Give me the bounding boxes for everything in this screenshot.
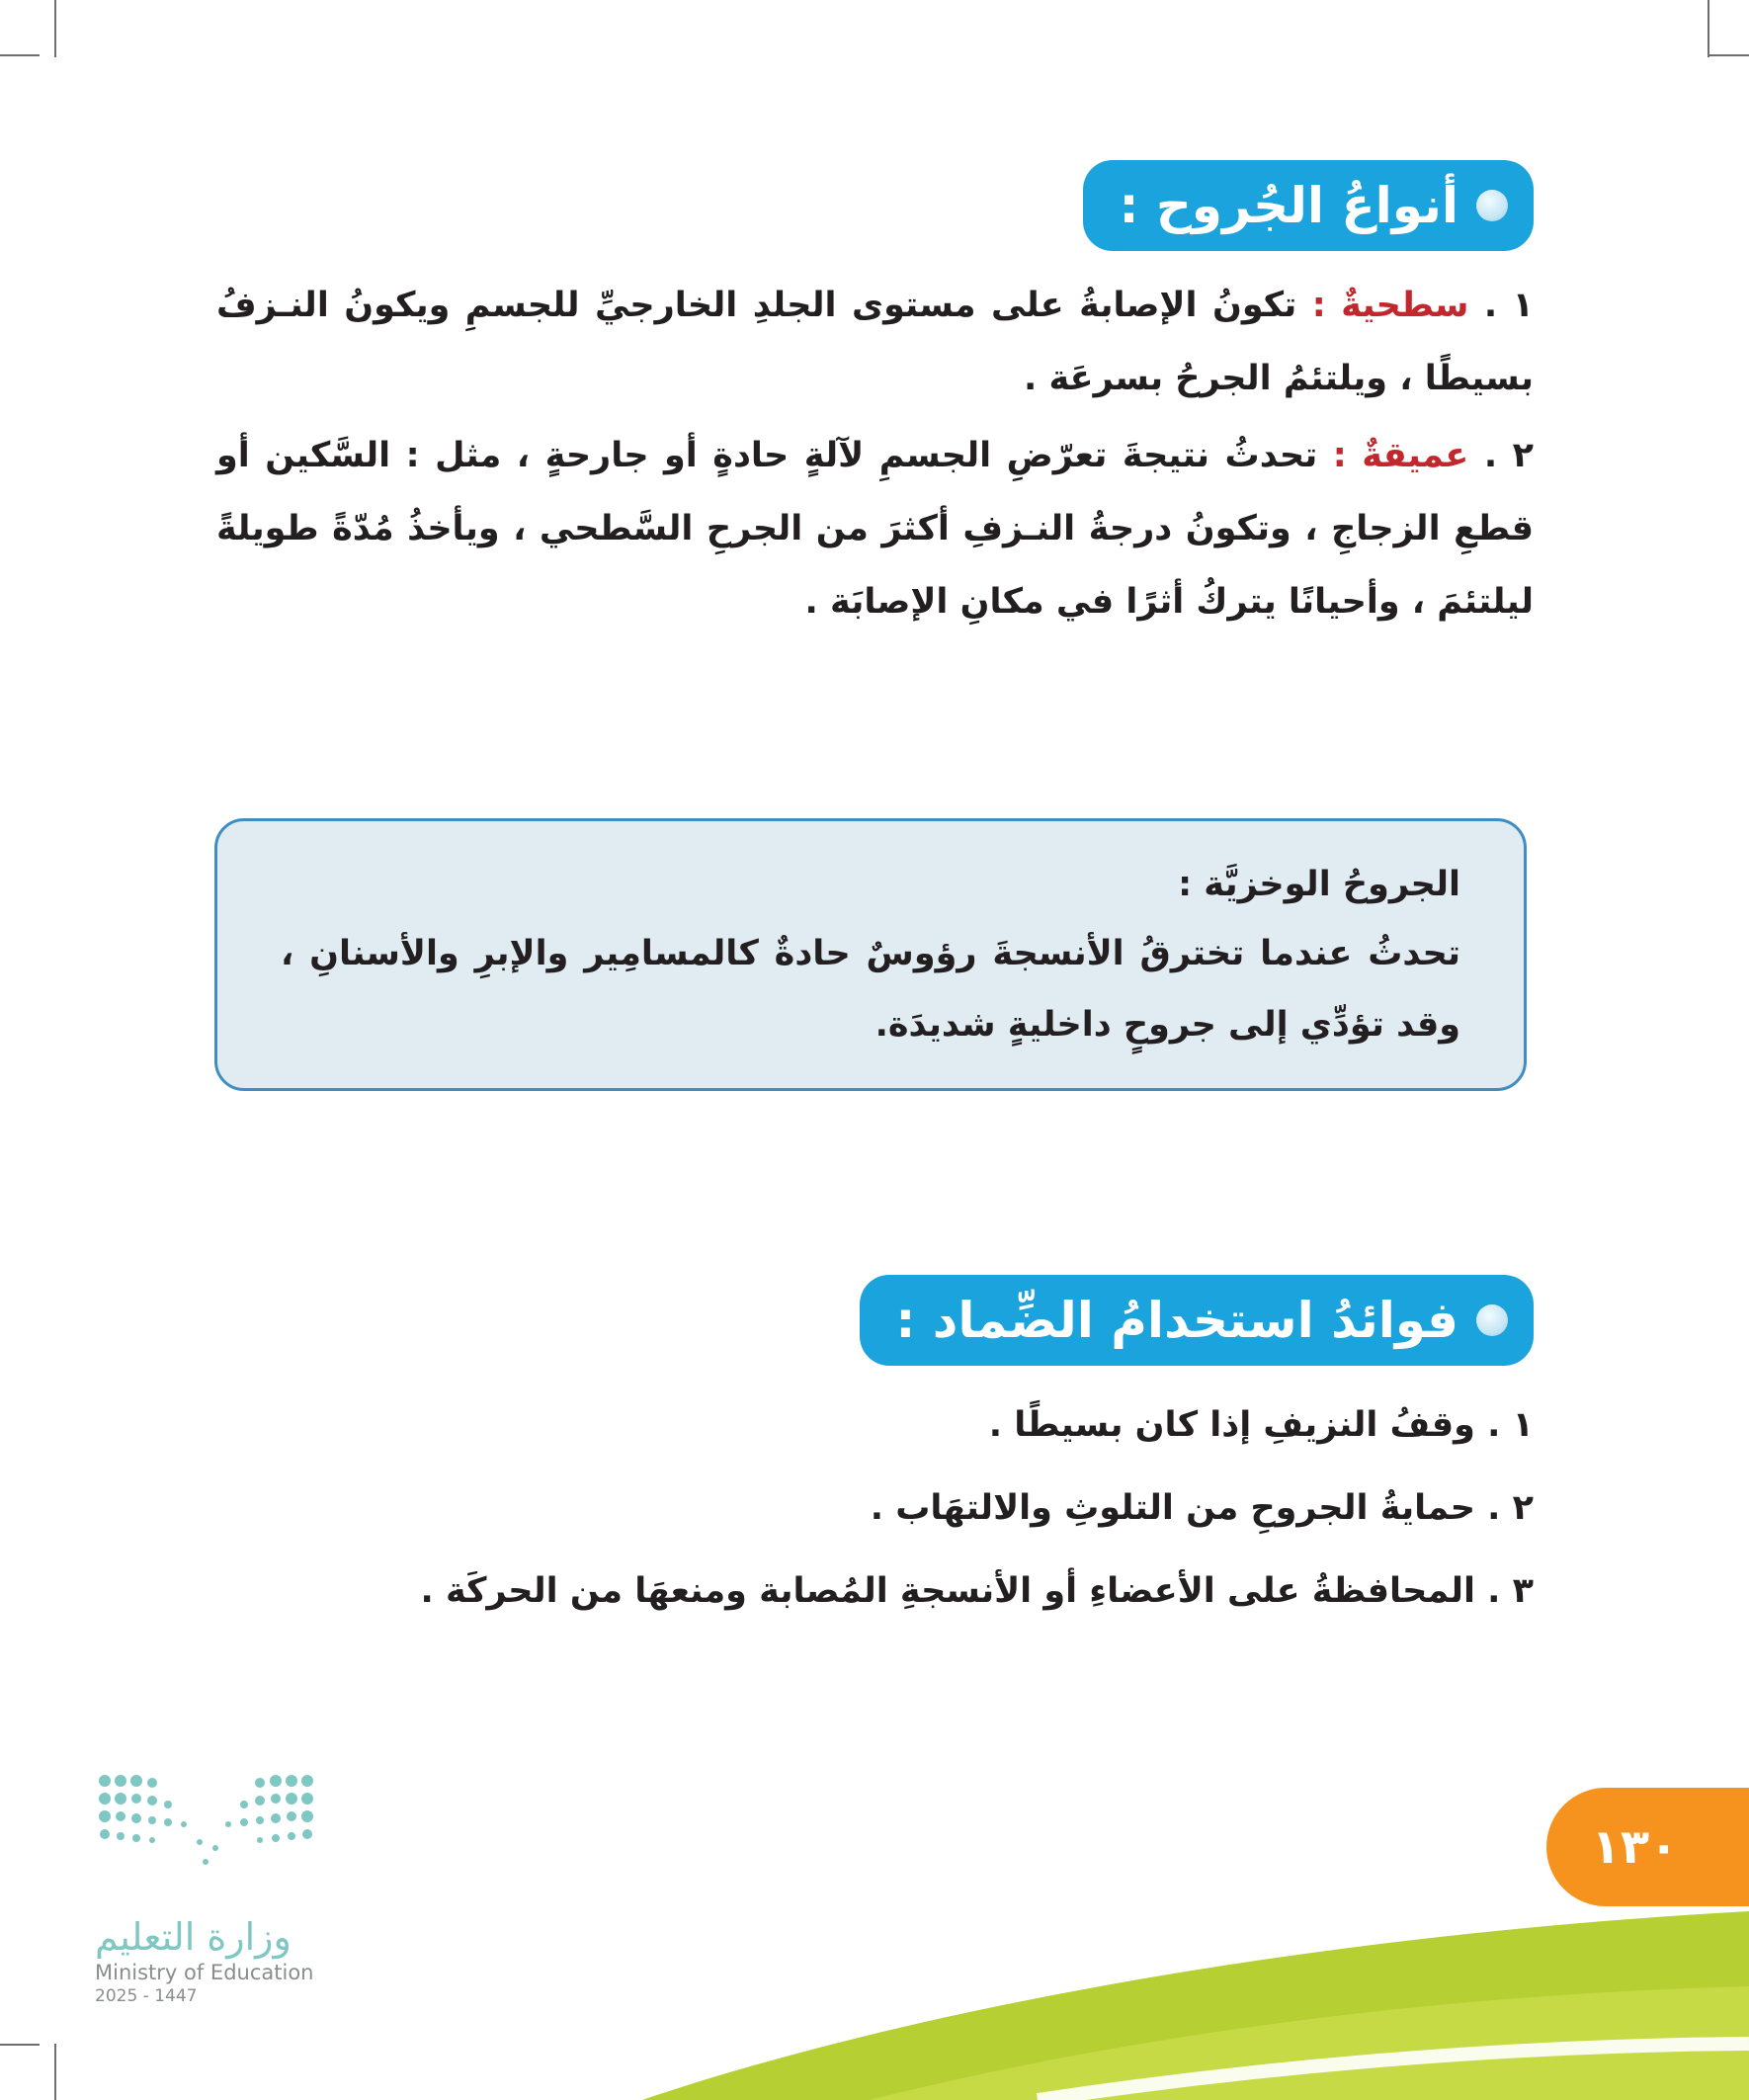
item-text: المحافظةُ على الأعضاءِ أو الأنسجةِ المُصابة ومنعهَا من الحركَة . (420, 1571, 1475, 1611)
list-item (216, 1467, 1534, 1550)
page-number: ١٣٠ (1591, 1819, 1679, 1875)
section-title: أنواعُ الجُروح : (1119, 177, 1458, 234)
ministry-name-english: Ministry of Education (95, 1961, 314, 1984)
item-text: تحدثُ نتيجةَ تعرّضِ الجسمِ لآلةٍ حادةٍ أو جارحةٍ ، مثل : السَّكين أو قطعِ الزجاجِ ، وتكونُ درجةُ النـزفِ أكثرَ من الجرحِ السَّطحي ، ويأخذُ مُدّةً طويلةً ليلتئمَ ، وأحيانًا يتركُ أثرًا في مكانِ الإصابَة . (216, 436, 1534, 622)
section-title: فوائدُ استخدامُ الضِّماد : (895, 1292, 1458, 1349)
list-item (216, 269, 1534, 415)
item-term: سطحيةٌ : (1311, 286, 1469, 325)
bullet-dot-icon (1476, 190, 1508, 221)
ministry-year: 2025 - 1447 (95, 1986, 198, 2006)
crop-mark (1709, 54, 1749, 56)
crop-mark (1707, 0, 1709, 57)
item-number: ٢ . (1483, 436, 1535, 475)
wound-types-list (216, 269, 1534, 638)
crop-mark (54, 0, 56, 57)
list-item (216, 419, 1534, 638)
puncture-wounds-box (214, 818, 1527, 1091)
ministry-name-arabic: وزارة التعليم (95, 1915, 292, 1959)
item-text: تكونُ الإصابةُ على مستوى الجلدِ الخارجيِّ للجسمِ ويكونُ النـزفُ بسيطًا ، ويلتئمُ الجرحُ بسرعَة . (216, 286, 1534, 398)
box-title: الجروحُ الوخزيَّة : (1178, 865, 1460, 904)
list-item (216, 1550, 1534, 1633)
item-number: ٣ . (1487, 1571, 1534, 1611)
item-number: ١ . (1483, 286, 1534, 325)
item-number: ٢ . (1487, 1488, 1534, 1528)
section-header-bandage-benefits (860, 1275, 1534, 1366)
item-text: حمايةُ الجروحِ من التلوثِ والالتهَاب . (870, 1488, 1475, 1528)
ministry-logo-icon (95, 1771, 317, 1909)
item-text: وقفُ النزيفِ إذا كان بسيطًا . (988, 1405, 1475, 1445)
item-term: عميقةٌ : (1332, 436, 1469, 475)
box-text: تحدثُ عندما تخترقُ الأنسجةَ رؤوسٌ حادةٌ كالمسامِير والإبرِ والأسنانِ ، وقد تؤدِّي إلى جروحٍ داخليةٍ شديدَة. (281, 934, 1460, 1045)
bullet-dot-icon (1476, 1304, 1508, 1336)
section-header-wound-types (1083, 160, 1534, 251)
item-number: ١ . (1487, 1405, 1534, 1445)
list-item (216, 1384, 1534, 1467)
bandage-benefits-list (216, 1384, 1534, 1633)
crop-mark (0, 54, 40, 56)
page-number-tab (1546, 1788, 1749, 1906)
